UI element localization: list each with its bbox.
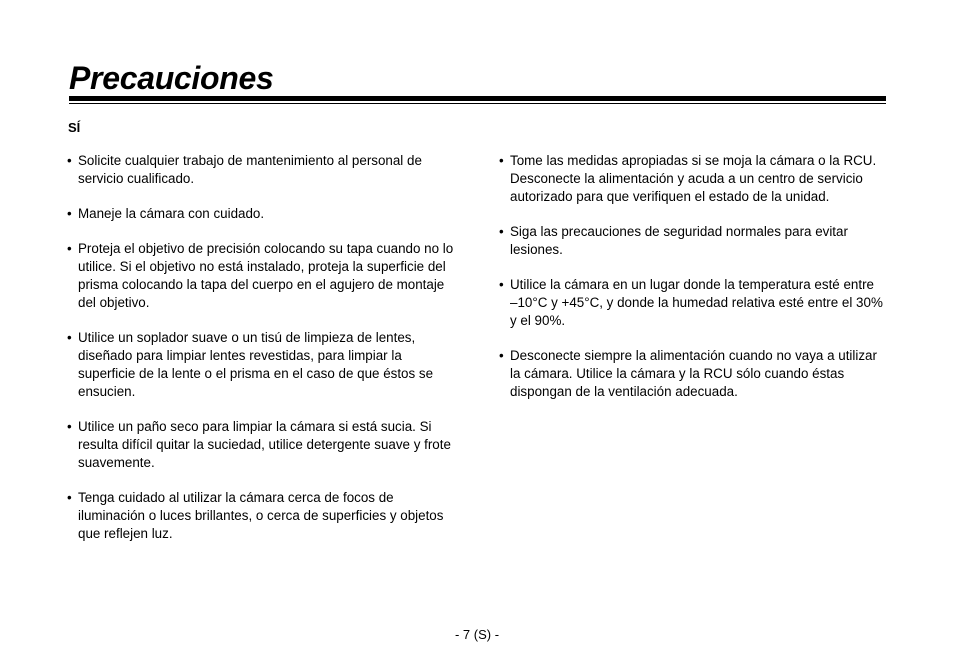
- left-column-list: [67, 152, 457, 560]
- list-item-text: Maneje la cámara con cuidado.: [78, 206, 265, 221]
- bullet-icon: •: [499, 153, 504, 168]
- list-item-text: Solicite cualquier trabajo de mantenimiento al personal de servicio cualificado.: [78, 153, 422, 186]
- bullet-icon: •: [67, 206, 72, 221]
- bullet-icon: •: [67, 153, 72, 168]
- list-item: [499, 276, 884, 330]
- list-item: [67, 240, 457, 312]
- section-heading: SÍ: [68, 120, 81, 135]
- list-item-text: Utilice un paño seco para limpiar la cámara si está sucia. Si resulta difícil quitar la suciedad, utilice detergente suave y frote suavemente.: [78, 419, 451, 470]
- title-rule-thin: [69, 103, 886, 104]
- list-item-text: Utilice un soplador suave o un tisú de limpieza de lentes, diseñado para limpiar lentes revestidas, para limpiar la superficie de la lente o el prisma en el caso de que éstos se ensucien.: [78, 330, 434, 399]
- list-item-text: Desconecte siempre la alimentación cuando no vaya a utilizar la cámara. Utilice la cámara y la RCU sólo cuando éstas dispongan de la ventilación adecuada.: [510, 348, 877, 399]
- bullet-icon: •: [67, 241, 72, 256]
- title-rule-thick: [69, 96, 886, 101]
- list-item: [67, 489, 457, 543]
- right-column-list: [499, 152, 884, 418]
- bullet-icon: •: [499, 348, 504, 363]
- list-item: [67, 418, 457, 472]
- list-item-text: Utilice la cámara en un lugar donde la temperatura esté entre –10°C y +45°C, y donde la humedad relativa esté entre el 30% y el 90%.: [510, 277, 883, 328]
- bullet-icon: •: [67, 490, 72, 505]
- list-item: [499, 347, 884, 401]
- page-number: - 7 (S) -: [454, 627, 500, 642]
- list-item-text: Proteja el objetivo de precisión colocando su tapa cuando no lo utilice. Si el objetivo no está instalado, proteja la superficie del prisma colocando la tapa del cuerpo en el agujero de montaje del objetivo.: [78, 241, 454, 310]
- list-item: [67, 152, 457, 188]
- list-item-text: Tome las medidas apropiadas si se moja la cámara o la RCU. Desconecte la alimentación y acuda a un centro de servicio autorizado para que verifiquen el estado de la unidad.: [510, 153, 877, 204]
- page-title: Precauciones: [69, 60, 274, 96]
- list-item: [67, 205, 457, 223]
- bullet-icon: •: [67, 330, 72, 345]
- bullet-icon: •: [499, 224, 504, 239]
- bullet-icon: •: [499, 277, 504, 292]
- list-item: [67, 329, 457, 401]
- list-item-text: Siga las precauciones de seguridad normales para evitar lesiones.: [510, 224, 848, 257]
- list-item-text: Tenga cuidado al utilizar la cámara cerca de focos de iluminación o luces brillantes, o cerca de superficies y objetos que reflejen luz.: [78, 490, 444, 541]
- bullet-icon: •: [67, 419, 72, 434]
- list-item: [499, 152, 884, 206]
- list-item: [499, 223, 884, 259]
